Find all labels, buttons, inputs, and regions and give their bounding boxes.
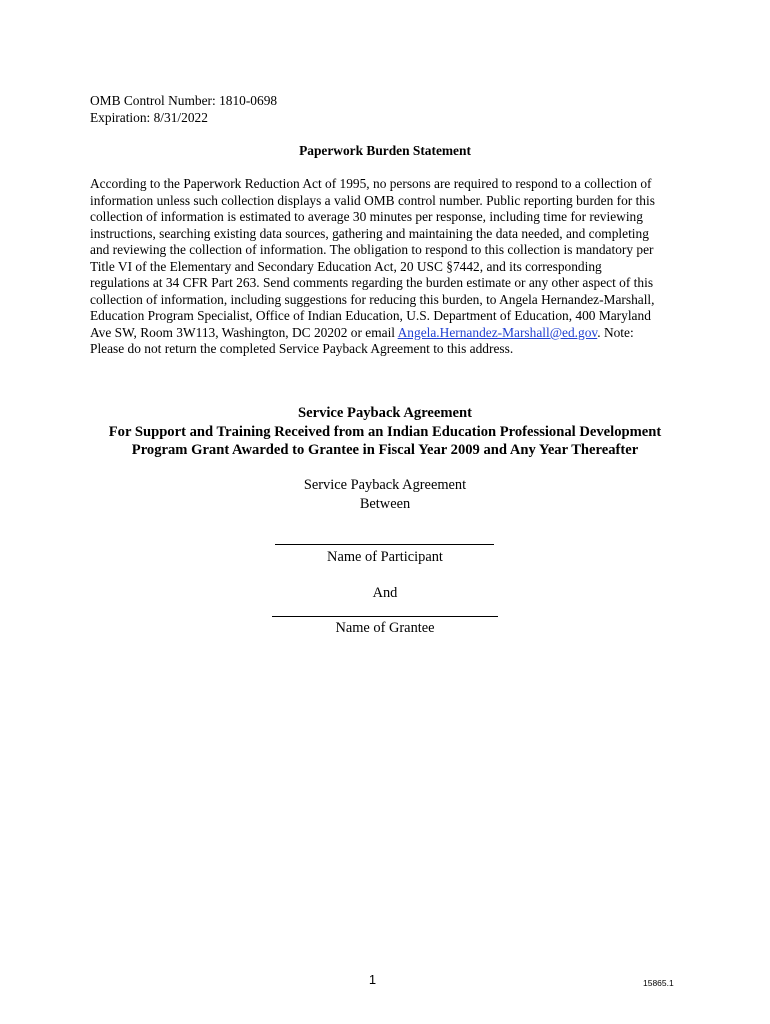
burden-text-part1: According to the Paperwork Reduction Act of 1995, no persons are required to respond to a collection of information unless such collection displays a valid OMB control number. Public reporting burden for this collection of information is estimated to average 30 minutes per response, including time for reviewing instructions, searching existing data sources, gathering and maintaining the data needed, and completing and reviewing the collection of information. The obligation to respond to this collection is mandatory per Title VI of the Elementary and Secondary Education Act, 20 USC §7442, and its corresponding regulations at 34 CFR Part 263. Send comments regarding the burden estimate or any other aspect of this collection of information, including suggestions for reducing this burden, to Angela Hernandez-Marshall, Education Program Specialist, Office of Indian Education, U.S. Department of Education, 400 Maryland Ave SW, Room 3W113, Washington, DC 20202 or email [90,176,655,340]
agreement-title: Service Payback Agreement [298,405,472,421]
agreement-subtitle-line2: Program Grant Awarded to Grantee in Fiscal Year 2009 and Any Year Thereafter [131,442,639,458]
burden-statement-text [90,176,690,358]
page-number: 1 [368,972,377,987]
burden-text-part2: . Note: Please do not return the completed Service Payback Agreement to this address. [90,324,634,356]
agreement-heading [0,404,770,460]
omb-control-number: OMB Control Number: 1810-0698 [90,93,278,108]
omb-header [90,92,277,126]
grantee-name-label: Name of Grantee [335,620,435,636]
email-link[interactable]: Angela.Hernandez-Marshall@ed.gov [397,324,598,340]
burden-statement-title: Paperwork Burden Statement [299,143,471,158]
participant-signature-line[interactable] [275,544,494,545]
participant-name-label: Name of Participant [327,549,443,565]
agreement-label: Service Payback Agreement [303,477,467,493]
between-label: Between [359,496,411,512]
agreement-subtitle-line1: For Support and Training Received from an Indian Education Professional Development [108,423,662,440]
and-label: And [372,585,398,601]
form-code: 15865.1 [643,978,674,988]
expiration-date: Expiration: 8/31/2022 [90,110,208,125]
grantee-signature-line[interactable] [272,616,498,617]
